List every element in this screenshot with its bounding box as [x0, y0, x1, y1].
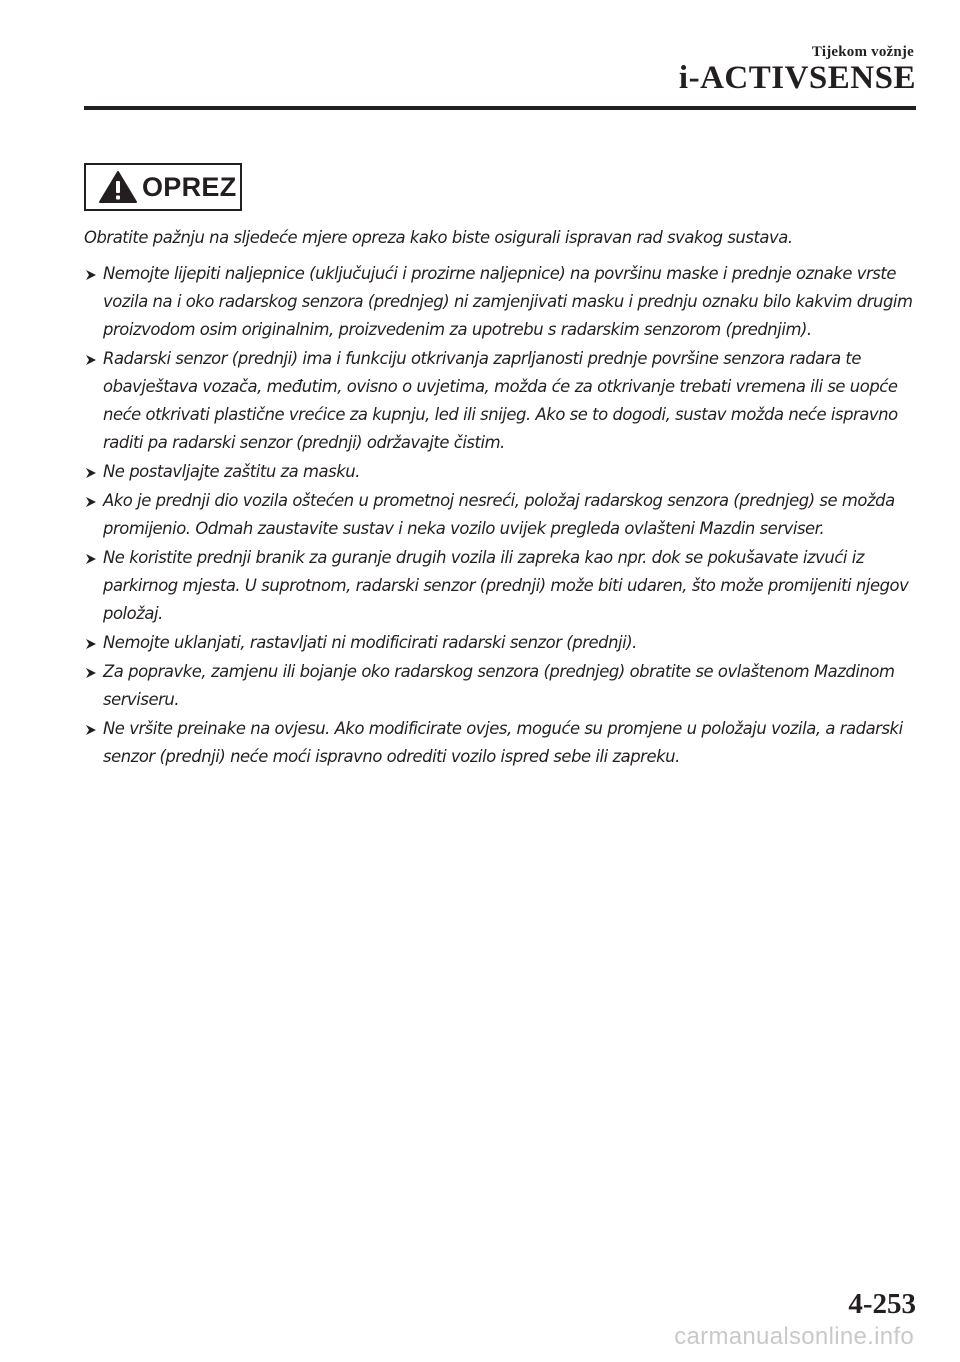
- site-watermark: carmanualsonline.info: [674, 1323, 914, 1350]
- arrow-bullet-icon: [84, 269, 98, 281]
- arrow-bullet-icon: [84, 724, 98, 736]
- arrow-bullet-icon: [84, 638, 98, 650]
- arrow-bullet-icon: [84, 496, 98, 508]
- caution-label: OPREZ: [142, 171, 237, 202]
- list-item: [84, 487, 920, 543]
- list-item-text: Ne postavljajte zaštitu za masku.: [103, 462, 360, 481]
- list-item-text: Ako je prednji dio vozila oštećen u prometnoj nesreći, položaj radarskog senzora (prednjeg) se možda promijenio. Odmah zaustavite sustav i neka vozilo uvijek pregleda ovlašteni Mazdin serviser.: [103, 491, 895, 538]
- section-name: Tijekom vožnje: [811, 44, 914, 60]
- list-item-text: Nemojte uklanjati, rastavljati ni modificirati radarski senzor (prednji).: [103, 633, 637, 652]
- arrow-bullet-icon: [84, 553, 98, 565]
- list-item: [84, 458, 920, 486]
- list-item-text: Radarski senzor (prednji) ima i funkciju otkrivanja zaprljanosti prednje površine senzora radara te obavještava vozača, međutim, ovisno o uvjetima, možda će za otkrivanje trebati vremena ili se uopće neće otkrivati plastične vrećice za kupnju, led ili snijeg. Ako se to dogodi, sustav možda neće ispravno raditi pa radarski senzor (prednji) održavajte čistim.: [103, 349, 898, 452]
- arrow-bullet-icon: [84, 354, 98, 366]
- page-number: 4-253: [848, 1288, 916, 1320]
- list-item: [84, 658, 920, 714]
- list-item-text: Nemojte lijepiti naljepnice (uključujući i prozirne naljepnice) na površinu maske i prednje oznake vrste vozila na i oko radarskog senzora (prednjeg) ni zamjenjivati masku i prednju oznaku bilo kakvim drugim proizvodom osim originalnim, proizvedenim za upotrebu s radarskim senzorom (prednjim).: [103, 264, 913, 339]
- arrow-bullet-icon: [84, 467, 98, 479]
- list-item: [84, 629, 920, 657]
- caution-content: [84, 224, 920, 772]
- list-item: [84, 544, 920, 628]
- arrow-bullet-icon: [84, 667, 98, 679]
- caution-heading: [84, 163, 242, 211]
- chapter-title: i-ACTIVSENSE: [678, 60, 916, 96]
- list-item-text: Ne koristite prednji branik za guranje drugih vozila ili zapreka kao npr. dok se pokušavate izvući iz parkirnog mjesta. U suprotnom, radarski senzor (prednji) može biti udaren, što može promijeniti njegov položaj.: [103, 548, 909, 623]
- list-item-text: Za popravke, zamjenu ili bojanje oko radarskog senzora (prednjeg) obratite se ovlaštenom Mazdinom serviseru.: [103, 662, 895, 709]
- list-item: [84, 260, 920, 344]
- header-divider: [84, 106, 916, 110]
- intro-text: Obratite pažnju na sljedeće mjere opreza kako biste osigurali ispravan rad svakog sustava.: [84, 228, 793, 247]
- caution-list: [84, 260, 920, 771]
- list-item: [84, 715, 920, 771]
- list-item: [84, 345, 920, 457]
- warning-triangle-icon: [98, 170, 138, 204]
- list-item-text: Ne vršite preinake na ovjesu. Ako modificirate ovjes, moguće su promjene u položaju vozila, a radarski senzor (prednji) neće moći ispravno odrediti vozilo ispred sebe ili zapreku.: [103, 719, 903, 766]
